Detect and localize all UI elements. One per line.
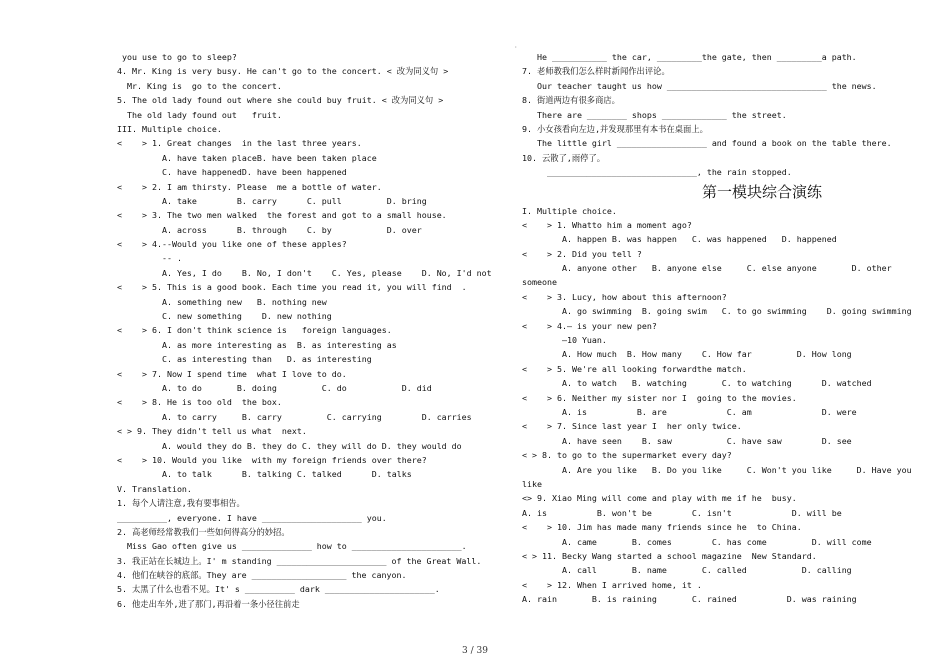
text-line: A. came B. comes C. has come D. will come <box>522 536 872 547</box>
text-line: < > 10. Would you like with my foreign friends over there? <box>117 454 427 465</box>
text-line: 1. 每个人请注意,我有要事相告。 <box>117 498 245 509</box>
text-line: A. would they do B. they do C. they will do D. they would do <box>117 440 462 451</box>
text-line: < > 8. to go to the supermarket every day? <box>522 450 732 461</box>
text-line: Mr. King is go to the concert. <box>117 80 282 91</box>
text-line: V. Translation. <box>117 483 192 494</box>
text-line: —10 Yuan. <box>522 335 607 346</box>
text-line: A. happen B. was happen C. was happened D. happened <box>522 234 837 245</box>
text-line: < > 11. Becky Wang started a school magazine New Standard. <box>522 550 817 561</box>
text-line: < > 3. Lucy, how about this afternoon? <box>522 291 727 302</box>
text-line: C. as interesting than D. as interesting <box>117 354 372 365</box>
text-line: 6. 他走出车外,进了那门,再沿着一条小径往前走 <box>117 598 300 609</box>
text-line: A. Yes, I do B. No, I don't C. Yes, please D. No, I'd not <box>117 267 492 278</box>
text-line: < > 4.— is your new pen? <box>522 320 657 331</box>
text-line: < > 7. Since last year I her only twice. <box>522 421 742 432</box>
text-line: A. is B. are C. am D. were <box>522 406 857 417</box>
text-line: 10. 云散了,雨停了。 <box>522 152 606 163</box>
text-line: 7. 老师教我们怎么样时新闻作出评论。 <box>522 66 670 77</box>
text-line: ______________________________, the rain stopped. <box>522 167 792 178</box>
text-line: A. call B. name C. called D. calling <box>522 565 852 576</box>
text-line: A. How much B. How many C. How far D. How long <box>522 349 852 360</box>
text-line: < > 6. I don't think science is foreign languages. <box>117 325 392 336</box>
text-line: 4. 他们在峡谷的底部。They are ___________________ the canyon. <box>117 570 407 581</box>
text-line: 5. The old lady found out where she could buy fruit. < 改为同义句 > <box>117 95 444 106</box>
text-line: III. Multiple choice. <box>117 123 222 134</box>
text-line: like <box>522 478 542 489</box>
text-line: <> 9. Xiao Ming will come and play with me if he busy. <box>522 493 797 504</box>
text-line: < > 3. The two men walked the forest and got to a small house. <box>117 210 447 221</box>
text-line: A. across B. through C. by D. over <box>117 224 422 235</box>
text-line: 5. 太黑了什么也看不见。It' s __________ dark ______________________. <box>117 584 440 595</box>
text-line: A. to watch B. watching C. to watching D. watched <box>522 378 872 389</box>
text-line: A. have taken placeB. have been taken place <box>117 152 377 163</box>
text-line: A. as more interesting as B. as interesting as <box>117 339 397 350</box>
text-line: < > 5. This is a good book. Each time you read it, you will find . <box>117 282 467 293</box>
text-line: < > 5. We're all looking forwardthe match. <box>522 363 747 374</box>
right-column <box>522 50 912 606</box>
text-line: < > 2. Did you tell ? <box>522 248 642 259</box>
text-line: 2. 高老师经常教我们一些如何得高分的妙招。 <box>117 526 290 537</box>
text-line: A. to carry B. carry C. carrying D. carries <box>117 411 472 422</box>
left-column <box>117 50 499 611</box>
text-line: Miss Gao often give us ______________ how to ______________________. <box>117 541 467 552</box>
text-line: 3. 我正站在长城边上。I' m standing ______________________ of the Great Wall. <box>117 555 482 566</box>
text-line: A. to do B. doing C. do D. did <box>117 382 432 393</box>
text-line: A. anyone other B. anyone else C. else anyone D. other <box>522 263 892 274</box>
text-line: < > 6. Neither my sister nor I going to the movies. <box>522 392 797 403</box>
text-line: C. new something D. new nothing <box>117 311 332 322</box>
text-line: < > 10. Jim has made many friends since he to China. <box>522 522 802 533</box>
text-line: < > 2. I am thirsty. Please me a bottle of water. <box>117 181 382 192</box>
text-line: He ___________ the car, _________the gate, then _________a path. <box>522 52 857 62</box>
text-line: < > 1. Whatto him a moment ago? <box>522 219 692 230</box>
page-mark: · <box>514 44 518 51</box>
text-line: A. rain B. is raining C. rained D. was raining <box>522 594 857 605</box>
text-line: The old lady found out fruit. <box>117 109 282 120</box>
text-line: A. is B. won't be C. isn't D. will be <box>522 507 842 518</box>
text-line: A. have seen B. saw C. have saw D. see <box>522 435 852 446</box>
text-line: C. have happenedD. have been happened <box>117 167 347 178</box>
text-line: 8. 街道两边有很多商店。 <box>522 95 620 106</box>
text-line: I. Multiple choice. <box>522 205 617 216</box>
module-exercises <box>522 204 912 607</box>
text-line: 4. Mr. King is very busy. He can't go to the concert. < 改为同义句 > <box>117 66 449 77</box>
translation-continuation <box>522 50 912 180</box>
text-line: -- . <box>117 253 182 264</box>
text-line: The little girl __________________ and found a book on the table there. <box>522 138 892 149</box>
text-line: < > 8. He is too old the box. <box>117 397 282 408</box>
text-line: A. to talk B. talking C. talked D. talks <box>117 469 412 480</box>
text-line: you use to go to sleep? <box>117 52 237 62</box>
text-line: < > 9. They didn't tell us what next. <box>117 426 307 437</box>
text-line: Our teacher taught us how ________________________________ the news. <box>522 80 877 91</box>
text-line: < > 1. Great changes in the last three years. <box>117 138 362 149</box>
text-line: A. take B. carry C. pull D. bring <box>117 195 427 206</box>
text-line: < > 4.--Would you like one of these apples? <box>117 239 347 250</box>
text-line: There are ________ shops _____________ the street. <box>522 109 787 120</box>
text-line: 9. 小女孩看向左边,并发现那里有本书在桌面上。 <box>522 123 708 134</box>
text-line: < > 7. Now I spend time what I love to do. <box>117 368 347 379</box>
text-line: __________, everyone. I have ____________________ you. <box>117 512 387 523</box>
section-heading: 第一模块综合演练 <box>701 182 822 201</box>
text-line: < > 12. When I arrived home, it . <box>522 579 702 590</box>
page-number: 3 / 39 <box>462 646 488 656</box>
text-line: someone <box>522 277 557 288</box>
text-line: A. something new B. nothing new <box>117 296 327 307</box>
text-line: A. Are you like B. Do you like C. Won't you like D. Have you <box>522 464 912 475</box>
text-line: A. go swimming B. going swim C. to go swimming D. going swimming <box>522 306 912 317</box>
